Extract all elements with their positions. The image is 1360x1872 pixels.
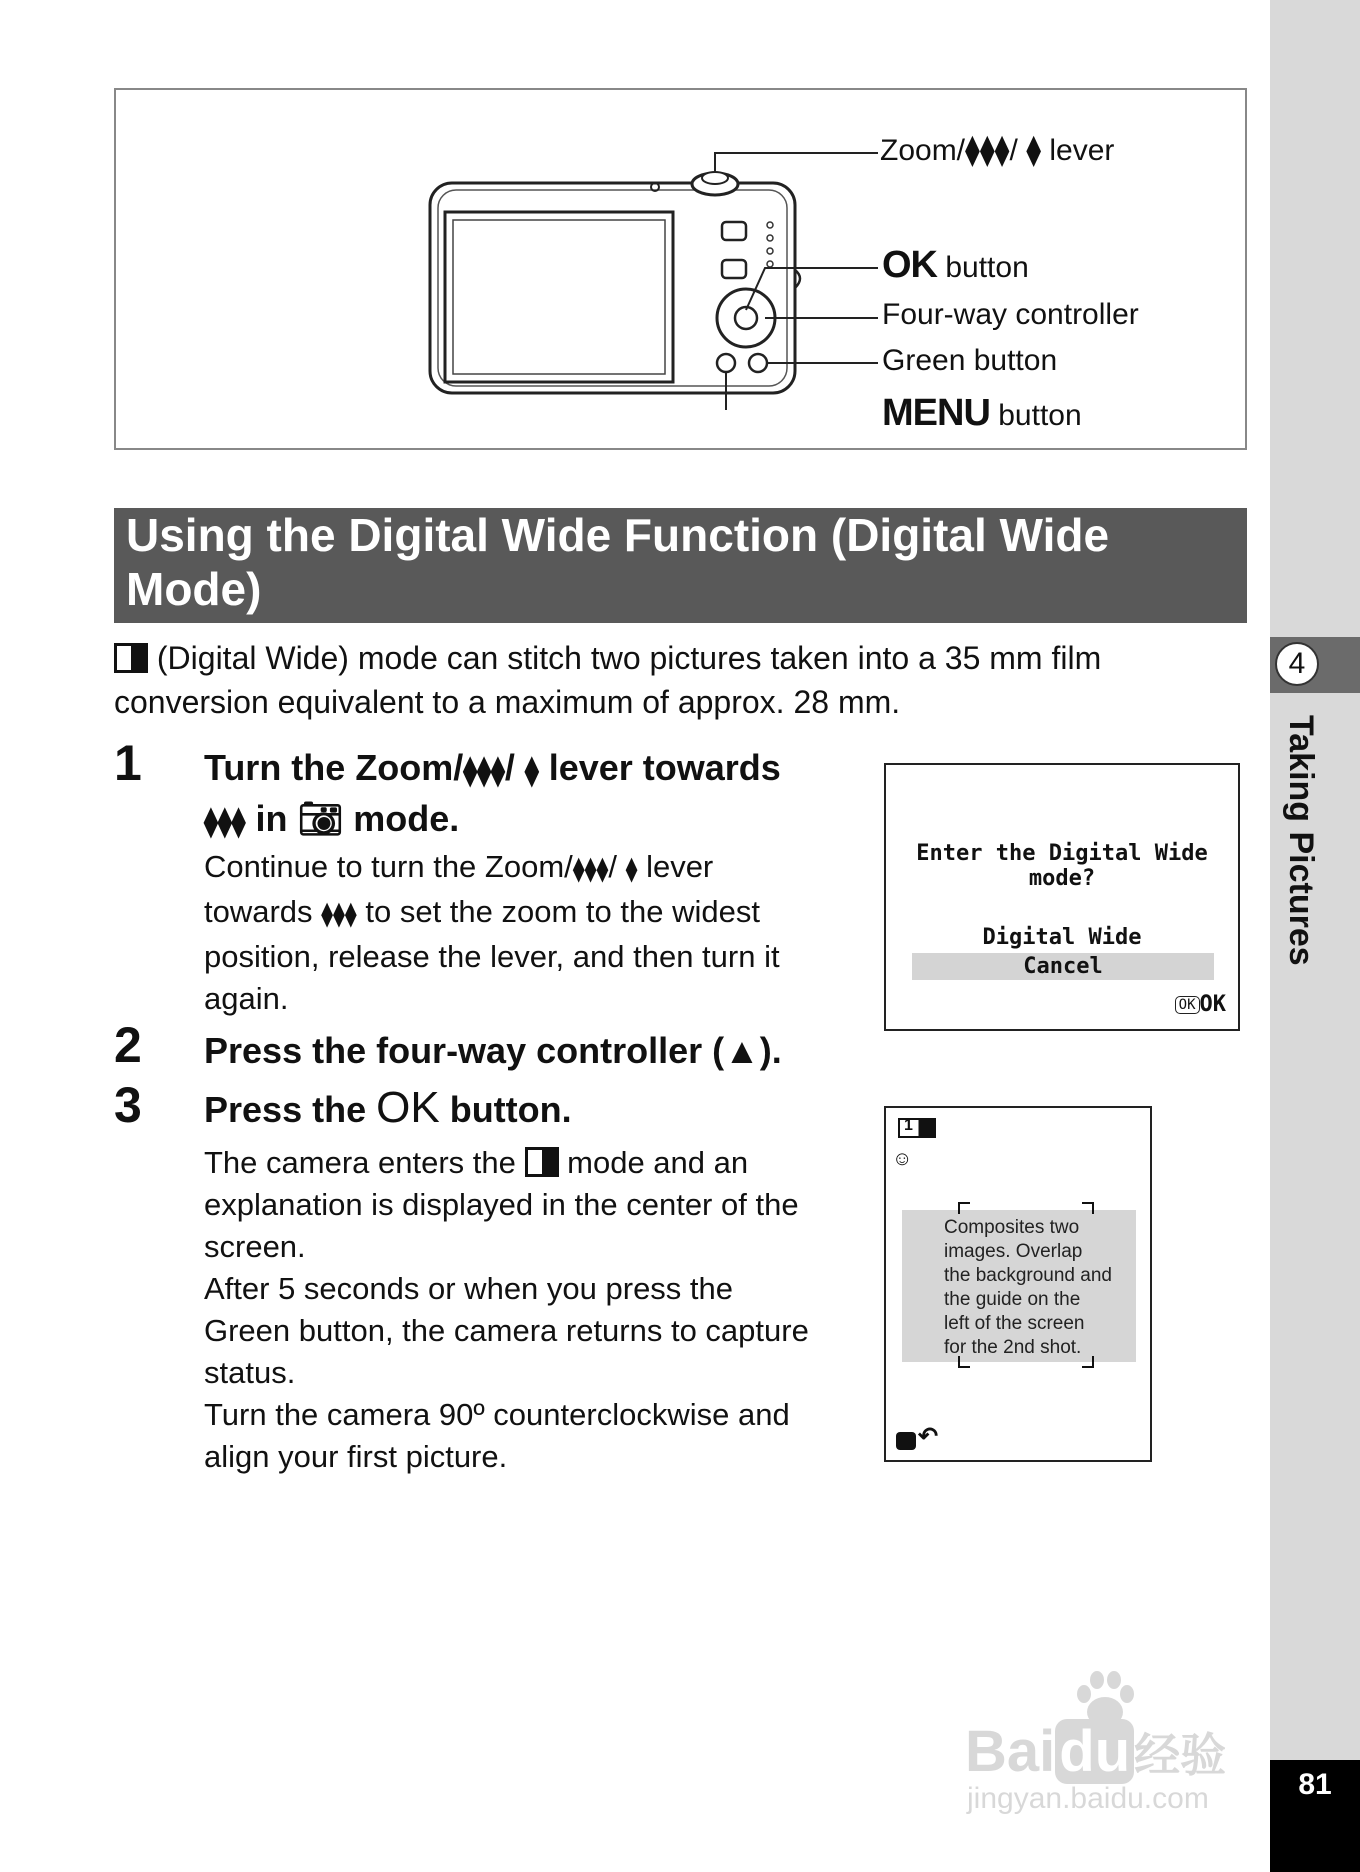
lcd-guide-screen: [884, 1106, 1152, 1462]
green-button-callout: Green button: [882, 344, 1058, 377]
step-1-title: Turn the Zoom/⧫⧫⧫/ ⧫ lever towards ⧫⧫⧫ in 📷︎ mode.: [204, 747, 781, 839]
four-way-controller-callout: Four-way controller: [882, 298, 1139, 331]
option-digital-wide[interactable]: Digital Wide: [982, 925, 1142, 950]
frame-counter-icon: 1: [898, 1118, 936, 1138]
guide-message: Composites two images. Overlap the background and the guide on the left of the screen for the 2nd shot.: [944, 1217, 1112, 1358]
tele-tree-icon: ⧫: [625, 856, 638, 883]
step-3-number: 3: [114, 1077, 142, 1133]
wide-tree-icon: ⧫⧫⧫: [204, 806, 246, 837]
wide-tree-icon: ⧫⧫⧫: [321, 901, 357, 928]
ok-button-callout: OK button: [882, 244, 1029, 286]
confirm-prompt: Enter the Digital Wide mode?: [916, 841, 1208, 891]
baidu-watermark: Baidu经验 jingyan.baidu.com: [965, 1680, 1275, 1810]
frame-bracket: [1082, 1202, 1094, 1214]
option-cancel-selected[interactable]: Cancel: [912, 953, 1214, 980]
ok-hint: OK OK: [1175, 992, 1226, 1017]
menu-button-callout: MENU button: [882, 392, 1082, 434]
chapter-title: Taking Pictures: [1282, 715, 1320, 966]
digital-wide-mode-icon: [525, 1147, 559, 1177]
section-title: Using the Digital Wide Function (Digital Wide Mode): [126, 509, 1110, 615]
lcd-confirm-screen: [884, 763, 1240, 1031]
frame-bracket: [958, 1202, 970, 1214]
step-1-body: Continue to turn the Zoom/⧫⧫⧫/ ⧫ lever towards ⧫⧫⧫ to set the zoom to the widest position, release the lever, and then turn it again.: [204, 849, 780, 1016]
wide-tree-icon: ⧫⧫⧫: [572, 856, 609, 883]
intro-paragraph: (Digital Wide) mode can stitch two pictures taken into a 35 mm film conversion equivalent to a maximum of approx. 28 mm.: [114, 640, 1102, 720]
wide-tree-icon: ⧫⧫⧫: [965, 134, 1010, 167]
tele-tree-icon: ⧫: [1026, 134, 1042, 167]
page-number: 81: [1298, 1768, 1332, 1801]
return-arrow-icon: ↶: [918, 1423, 939, 1450]
step-2-number: 2: [114, 1017, 142, 1073]
chapter-number: 4: [1275, 642, 1319, 686]
step-1-number: 1: [114, 735, 142, 791]
step-3-body: The camera enters the mode and an explanation is displayed in the center of the screen. After 5 seconds or when you press the Green button, the camera returns to capture status. Turn the camera 90º counterclockwise and align your first picture.: [204, 1145, 809, 1474]
step-2-title: Press the four-way controller (▲).: [204, 1030, 782, 1071]
camera-back-illustration: [420, 150, 900, 410]
camera-icon: 📷︎: [297, 798, 344, 839]
face-detect-icon: ☺: [892, 1148, 913, 1170]
shutter-button-icon: [896, 1432, 916, 1450]
ok-key-icon: OK: [1175, 996, 1200, 1014]
digital-wide-mode-icon: [114, 643, 148, 673]
wide-tree-icon: ⧫⧫⧫: [463, 755, 505, 786]
step-3-title: Press the OK button.: [204, 1083, 572, 1132]
zoom-lever-callout: Zoom/⧫⧫⧫/ ⧫ lever: [880, 134, 1115, 167]
tele-tree-icon: ⧫: [524, 755, 539, 786]
